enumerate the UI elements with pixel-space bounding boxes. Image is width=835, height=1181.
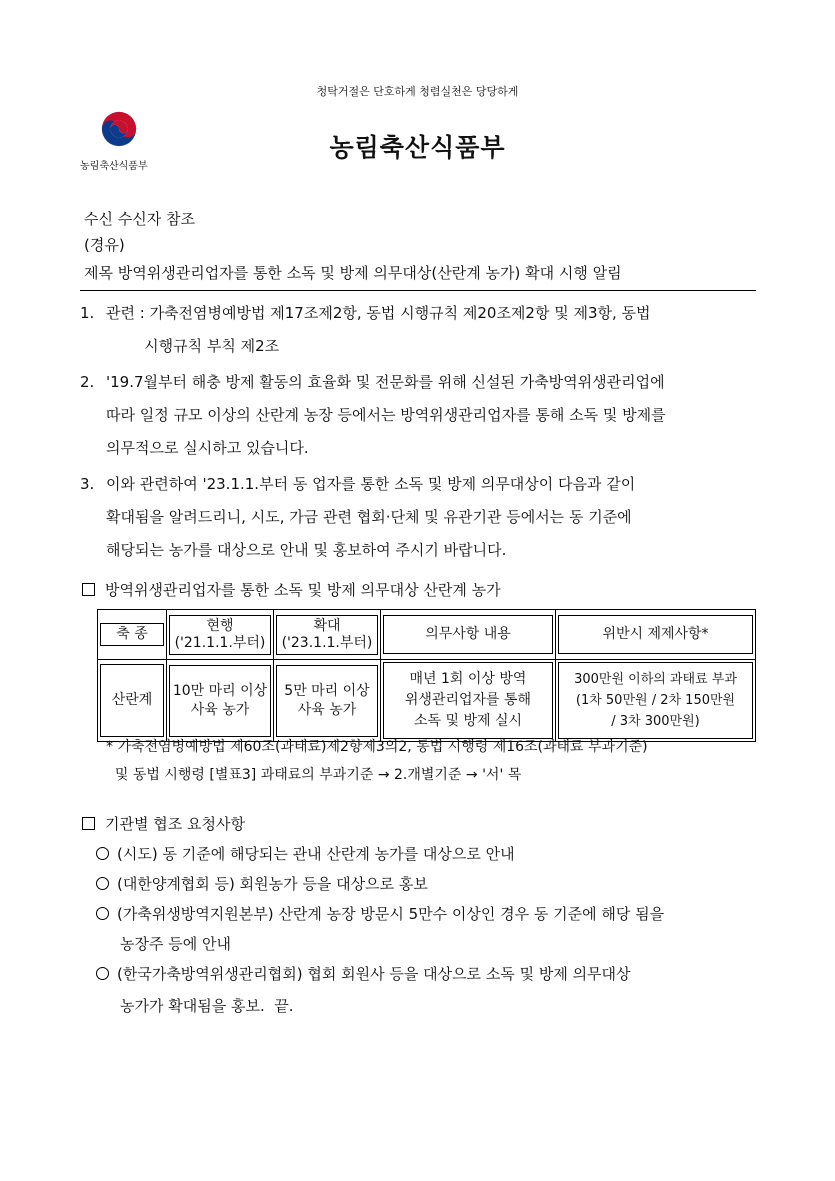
paragraph-number: 2. bbox=[80, 373, 95, 391]
table-header-cell: 의무사항 내용 bbox=[381, 610, 556, 660]
paragraph-line: 해당되는 농가를 대상으로 안내 및 홍보하여 주시기 바랍니다. bbox=[106, 541, 507, 559]
paragraph-line: 관련 : 가축전염병예방법 제17조제2항, 동법 시행규칙 제20조제2항 및 제3항, 동법 bbox=[106, 304, 651, 322]
table-cell: 매년 1회 이상 방역 위생관리업자를 통해 소독 및 방제 실시 bbox=[381, 660, 556, 742]
footnote bbox=[106, 733, 648, 789]
table-header-cell: 위반시 제제사항* bbox=[556, 610, 756, 660]
checkbox-square-icon bbox=[82, 583, 95, 596]
subject: 제목 방역위생관리업자를 통한 소독 및 방제 의무대상(산란계 농가) 확대 시행 알림 bbox=[84, 264, 622, 282]
request-line: 농가가 확대됨을 홍보. 끝. bbox=[120, 997, 294, 1015]
paragraph-1 bbox=[80, 297, 760, 363]
request-line: 농장주 등에 안내 bbox=[120, 935, 231, 953]
section-title-text: 방역위생관리업자를 통한 소독 및 방제 의무대상 산란계 농가 bbox=[105, 581, 501, 599]
paragraph-number: 1. bbox=[80, 304, 95, 322]
paragraph-line: 시행규칙 부칙 제2조 bbox=[106, 337, 280, 355]
paragraph-3 bbox=[80, 468, 760, 567]
circle-bullet-icon bbox=[96, 847, 109, 860]
table-header-row bbox=[98, 610, 756, 660]
circle-bullet-icon bbox=[96, 877, 109, 890]
request-item bbox=[96, 874, 428, 894]
circle-bullet-icon bbox=[96, 967, 109, 980]
via: (경유) bbox=[84, 236, 125, 254]
subject-rule bbox=[80, 290, 756, 291]
recipient: 수신 수신자 참조 bbox=[84, 210, 195, 228]
table-cell: 300만원 이하의 과태료 부과 (1차 50만원 / 2차 150만원 / 3차 300만원) bbox=[556, 660, 756, 742]
request-line: (대한양계협회 등) 회원농가 등을 대상으로 홍보 bbox=[117, 875, 428, 893]
footnote-line: * 가축전염병예방법 제60조(과태료)제2항제3의2, 동법 시행령 제16조(과태료 부과기준) bbox=[106, 739, 648, 755]
request-item bbox=[96, 904, 664, 924]
paragraph-line: 의무적으로 실시하고 있습니다. bbox=[106, 439, 309, 457]
paragraph-line: '19.7월부터 해충 방제 활동의 효율화 및 전문화를 위해 신설된 가축방역위생관리업에 bbox=[106, 373, 665, 391]
footnote-line: 및 동법 시행령 [별표3] 과태료의 부과기준 → 2.개별기준 → '서' 목 bbox=[106, 767, 522, 783]
section-title-text: 기관별 협조 요청사항 bbox=[105, 815, 245, 833]
table-cell: 5만 마리 이상 사육 농가 bbox=[274, 660, 381, 742]
request-item bbox=[96, 964, 631, 984]
paragraph-number: 3. bbox=[80, 475, 95, 493]
request-line: (가축위생방역지원본부) 산란계 농장 방문시 5만수 이상인 경우 동 기준에 해당 됨을 bbox=[117, 905, 665, 923]
circle-bullet-icon bbox=[96, 907, 109, 920]
logo-text: 농림축산식품부 bbox=[80, 161, 148, 172]
table-cell: 10만 마리 이상 사육 농가 bbox=[167, 660, 274, 742]
paragraph-2 bbox=[80, 366, 760, 465]
request-item bbox=[96, 844, 515, 864]
section-title-2 bbox=[82, 814, 245, 834]
table-row bbox=[98, 660, 756, 742]
slogan: 청탁거절은 단호하게 청렴실천은 당당하게 bbox=[316, 85, 519, 98]
request-line: (시도) 동 기준에 해당되는 관내 산란계 농가를 대상으로 안내 bbox=[117, 845, 515, 863]
checkbox-square-icon bbox=[82, 817, 95, 830]
paragraph-line: 따라 일정 규모 이상의 산란계 농장 등에서는 방역위생관리업자를 통해 소독 및 방제를 bbox=[106, 406, 666, 424]
section-title-1 bbox=[82, 580, 501, 600]
ministry-name: 농림축산식품부 bbox=[329, 133, 506, 162]
table-cell: 산란계 bbox=[98, 660, 167, 742]
paragraph-line: 이와 관련하여 '23.1.1.부터 동 업자를 통한 소독 및 방제 의무대상이 다음과 같이 bbox=[106, 475, 636, 493]
obligation-table bbox=[97, 609, 756, 742]
table-header-cell: 확대 ('23.1.1.부터) bbox=[274, 610, 381, 660]
request-line: (한국가축방역위생관리협회) 협회 회원사 등을 대상으로 소독 및 방제 의무대상 bbox=[117, 965, 631, 983]
table-header-cell: 축 종 bbox=[98, 610, 167, 660]
table-header-cell: 현행 ('21.1.1.부터) bbox=[167, 610, 274, 660]
paragraph-line: 확대됨을 알려드리니, 시도, 가금 관련 협회·단체 및 유관기관 등에서는 동 기준에 bbox=[106, 508, 632, 526]
